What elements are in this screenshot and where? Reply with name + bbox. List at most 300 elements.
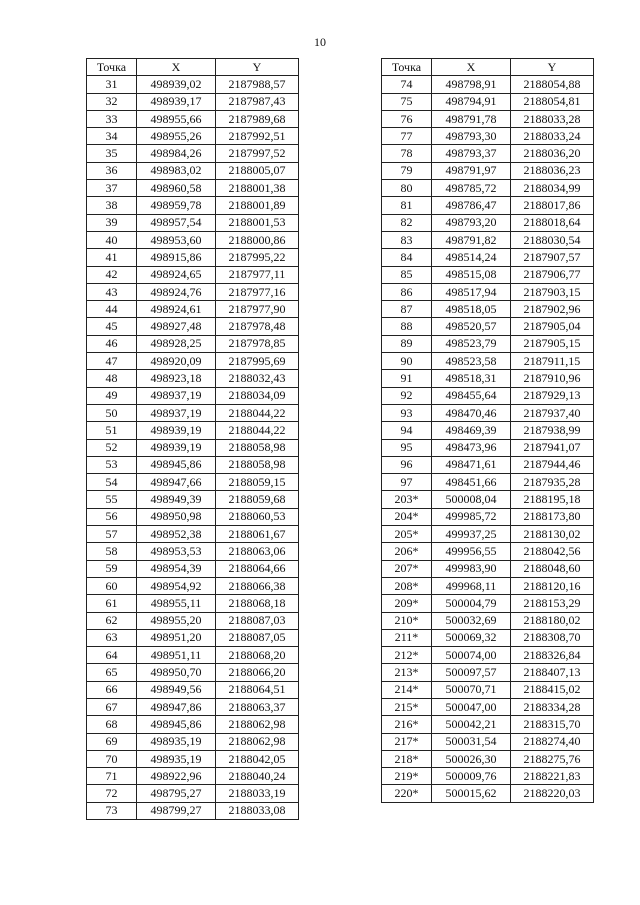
cell-point: 65 [87,664,137,681]
cell-point: 77 [382,128,432,145]
table-row [87,612,299,629]
cell-y: 2187903,15 [511,283,594,300]
cell-x: 500047,00 [432,698,511,715]
cell-y: 2188180,02 [511,612,594,629]
table-row [382,750,594,767]
table-row [87,647,299,664]
cell-x: 498955,66 [137,110,216,127]
cell-y: 2188058,98 [216,456,299,473]
table-row [382,577,594,594]
cell-y: 2188001,53 [216,214,299,231]
table-row [87,491,299,508]
cell-y: 2188032,43 [216,370,299,387]
cell-x: 498791,78 [432,110,511,127]
table-row [87,110,299,127]
cell-y: 2187935,28 [511,474,594,491]
table-row [87,629,299,646]
cell-point: 33 [87,110,137,127]
table-row [87,283,299,300]
cell-x: 498935,19 [137,750,216,767]
cell-point: 47 [87,353,137,370]
cell-y: 2188044,22 [216,404,299,421]
cell-point: 46 [87,335,137,352]
table-row [87,387,299,404]
cell-point: 67 [87,698,137,715]
table-row [87,214,299,231]
table-row [87,404,299,421]
cell-y: 2187941,07 [511,439,594,456]
cell-point: 79 [382,162,432,179]
cell-x: 498937,19 [137,387,216,404]
cell-point: 71 [87,768,137,785]
cell-x: 498920,09 [137,353,216,370]
table-row [87,733,299,750]
cell-x: 498515,08 [432,266,511,283]
table-row [382,543,594,560]
cell-y: 2188054,88 [511,76,594,93]
cell-point: 52 [87,439,137,456]
cell-y: 2187902,96 [511,301,594,318]
cell-y: 2188275,76 [511,750,594,767]
cell-x: 498928,25 [137,335,216,352]
cell-y: 2187977,16 [216,283,299,300]
cell-y: 2187989,68 [216,110,299,127]
cell-x: 498951,11 [137,647,216,664]
cell-x: 500009,76 [432,768,511,785]
table-row [382,197,594,214]
table-row [382,110,594,127]
cell-x: 498955,20 [137,612,216,629]
cell-point: 61 [87,595,137,612]
cell-point: 75 [382,93,432,110]
cell-point: 49 [87,387,137,404]
cell-y: 2188195,18 [511,491,594,508]
cell-y: 2188120,16 [511,577,594,594]
cell-x: 498514,24 [432,249,511,266]
cell-point: 94 [382,422,432,439]
cell-y: 2188153,29 [511,595,594,612]
table-row [382,231,594,248]
cell-y: 2188059,15 [216,474,299,491]
table-row [87,664,299,681]
cell-x: 498947,86 [137,698,216,715]
table-row [382,612,594,629]
header-y: Y [511,59,594,76]
cell-x: 498953,60 [137,231,216,248]
table-header [382,59,594,76]
cell-y: 2187978,85 [216,335,299,352]
table-row [382,647,594,664]
cell-x: 498793,30 [432,128,511,145]
table-header [87,59,299,76]
cell-x: 498959,78 [137,197,216,214]
table-row [87,249,299,266]
cell-point: 206* [382,543,432,560]
table-row [87,370,299,387]
table-row [87,595,299,612]
cell-x: 498939,19 [137,439,216,456]
cell-point: 35 [87,145,137,162]
table-row [87,577,299,594]
cell-y: 2188036,20 [511,145,594,162]
table-row [87,698,299,715]
cell-x: 498955,26 [137,128,216,145]
table-row [87,560,299,577]
cell-point: 45 [87,318,137,335]
cell-y: 2188036,23 [511,162,594,179]
cell-y: 2188326,84 [511,647,594,664]
cell-point: 84 [382,249,432,266]
cell-y: 2188068,20 [216,647,299,664]
table-row [87,681,299,698]
cell-y: 2188130,02 [511,526,594,543]
coordinates-table-right [381,58,594,803]
table-row [382,560,594,577]
header-x: X [137,59,216,76]
header-point: Точка [87,59,137,76]
cell-point: 72 [87,785,137,802]
table-body [382,76,594,802]
coordinates-table-left [86,58,299,820]
cell-x: 498520,57 [432,318,511,335]
table-row [87,474,299,491]
cell-y: 2188018,64 [511,214,594,231]
cell-x: 499968,11 [432,577,511,594]
cell-x: 500069,32 [432,629,511,646]
cell-point: 66 [87,681,137,698]
cell-y: 2188033,24 [511,128,594,145]
cell-y: 2187906,77 [511,266,594,283]
cell-x: 498795,27 [137,785,216,802]
cell-x: 498451,66 [432,474,511,491]
cell-y: 2187907,57 [511,249,594,266]
cell-x: 498518,05 [432,301,511,318]
cell-point: 212* [382,647,432,664]
table-row [87,750,299,767]
cell-y: 2187910,96 [511,370,594,387]
table-row [87,162,299,179]
cell-y: 2188033,19 [216,785,299,802]
cell-x: 498523,79 [432,335,511,352]
cell-y: 2187995,22 [216,249,299,266]
cell-x: 498954,39 [137,560,216,577]
table-row [382,353,594,370]
table-row [382,474,594,491]
table-row [382,768,594,785]
table-row [87,768,299,785]
cell-y: 2188001,89 [216,197,299,214]
table-row [382,595,594,612]
cell-point: 64 [87,647,137,664]
table-row [382,526,594,543]
table-row [87,197,299,214]
table-row [87,301,299,318]
cell-x: 498469,39 [432,422,511,439]
cell-x: 500032,69 [432,612,511,629]
cell-x: 498935,19 [137,733,216,750]
cell-point: 219* [382,768,432,785]
table-row [382,698,594,715]
cell-point: 205* [382,526,432,543]
table-row [382,439,594,456]
cell-point: 203* [382,491,432,508]
cell-x: 498799,27 [137,802,216,819]
cell-x: 498523,58 [432,353,511,370]
cell-point: 57 [87,526,137,543]
cell-y: 2188068,18 [216,595,299,612]
cell-point: 83 [382,231,432,248]
cell-x: 500042,21 [432,716,511,733]
cell-y: 2188048,60 [511,560,594,577]
table-row [87,543,299,560]
cell-x: 498983,02 [137,162,216,179]
cell-x: 498915,86 [137,249,216,266]
cell-y: 2188415,02 [511,681,594,698]
cell-y: 2187992,51 [216,128,299,145]
cell-y: 2187988,57 [216,76,299,93]
table-row [382,404,594,421]
cell-point: 54 [87,474,137,491]
cell-point: 210* [382,612,432,629]
header-row [87,59,299,76]
table-row [382,785,594,802]
cell-y: 2187977,11 [216,266,299,283]
cell-point: 81 [382,197,432,214]
cell-y: 2188087,05 [216,629,299,646]
cell-point: 207* [382,560,432,577]
table-body [87,76,299,820]
header-point: Точка [382,59,432,76]
table-row [382,266,594,283]
cell-x: 498793,37 [432,145,511,162]
table-row [87,526,299,543]
table-row [382,456,594,473]
cell-point: 36 [87,162,137,179]
cell-x: 500031,54 [432,733,511,750]
cell-point: 204* [382,508,432,525]
cell-y: 2187905,04 [511,318,594,335]
cell-y: 2188042,56 [511,543,594,560]
cell-point: 218* [382,750,432,767]
cell-x: 498984,26 [137,145,216,162]
cell-x: 498953,53 [137,543,216,560]
cell-point: 90 [382,353,432,370]
cell-point: 59 [87,560,137,577]
table-row [87,439,299,456]
cell-y: 2188064,66 [216,560,299,577]
cell-x: 500097,57 [432,664,511,681]
cell-y: 2187911,15 [511,353,594,370]
cell-point: 96 [382,456,432,473]
cell-y: 2188062,98 [216,733,299,750]
cell-point: 97 [382,474,432,491]
header-y: Y [216,59,299,76]
cell-point: 55 [87,491,137,508]
cell-point: 48 [87,370,137,387]
cell-x: 498960,58 [137,180,216,197]
cell-point: 62 [87,612,137,629]
table-row [87,802,299,819]
cell-y: 2188274,40 [511,733,594,750]
cell-x: 498924,65 [137,266,216,283]
cell-x: 498922,96 [137,768,216,785]
table-row [382,180,594,197]
cell-point: 42 [87,266,137,283]
table-row [382,508,594,525]
cell-point: 91 [382,370,432,387]
cell-x: 498517,94 [432,283,511,300]
cell-point: 60 [87,577,137,594]
cell-x: 498923,18 [137,370,216,387]
cell-point: 82 [382,214,432,231]
cell-point: 38 [87,197,137,214]
table-row [87,422,299,439]
cell-y: 2188060,53 [216,508,299,525]
table-row [87,318,299,335]
cell-x: 498954,92 [137,577,216,594]
cell-point: 220* [382,785,432,802]
cell-point: 209* [382,595,432,612]
cell-x: 498945,86 [137,716,216,733]
cell-y: 2188030,54 [511,231,594,248]
cell-x: 498949,56 [137,681,216,698]
cell-point: 56 [87,508,137,525]
cell-point: 76 [382,110,432,127]
cell-point: 51 [87,422,137,439]
table-row [382,283,594,300]
cell-x: 498947,66 [137,474,216,491]
cell-point: 88 [382,318,432,335]
cell-point: 74 [382,76,432,93]
cell-y: 2188063,37 [216,698,299,715]
cell-y: 2188005,07 [216,162,299,179]
cell-point: 40 [87,231,137,248]
cell-x: 498791,97 [432,162,511,179]
table-row [87,508,299,525]
cell-y: 2188034,09 [216,387,299,404]
cell-y: 2187995,69 [216,353,299,370]
cell-point: 37 [87,180,137,197]
cell-point: 41 [87,249,137,266]
cell-y: 2188221,83 [511,768,594,785]
cell-point: 58 [87,543,137,560]
cell-x: 498793,20 [432,214,511,231]
cell-x: 498957,54 [137,214,216,231]
cell-y: 2188063,06 [216,543,299,560]
cell-x: 500004,79 [432,595,511,612]
cell-point: 39 [87,214,137,231]
table-row [382,249,594,266]
table-row [382,214,594,231]
table-row [87,456,299,473]
cell-x: 499956,55 [432,543,511,560]
table-row [87,128,299,145]
cell-y: 2188315,70 [511,716,594,733]
cell-y: 2187987,43 [216,93,299,110]
cell-y: 2188054,81 [511,93,594,110]
cell-y: 2187929,13 [511,387,594,404]
cell-point: 63 [87,629,137,646]
cell-x: 498945,86 [137,456,216,473]
cell-y: 2188000,86 [216,231,299,248]
cell-y: 2188033,08 [216,802,299,819]
cell-y: 2188220,03 [511,785,594,802]
cell-x: 498951,20 [137,629,216,646]
cell-x: 498791,82 [432,231,511,248]
cell-point: 78 [382,145,432,162]
table-row [382,128,594,145]
cell-point: 87 [382,301,432,318]
cell-point: 217* [382,733,432,750]
cell-x: 498939,19 [137,422,216,439]
cell-x: 498939,02 [137,76,216,93]
cell-y: 2188033,28 [511,110,594,127]
cell-y: 2188064,51 [216,681,299,698]
cell-x: 498455,64 [432,387,511,404]
table-row [87,353,299,370]
cell-y: 2188066,38 [216,577,299,594]
header-row [382,59,594,76]
cell-x: 498785,72 [432,180,511,197]
table-row [87,180,299,197]
cell-y: 2188044,22 [216,422,299,439]
table-row [382,716,594,733]
table-row [87,145,299,162]
table-row [382,335,594,352]
table-row [382,301,594,318]
header-x: X [432,59,511,76]
cell-y: 2188061,67 [216,526,299,543]
cell-x: 500008,04 [432,491,511,508]
cell-x: 498518,31 [432,370,511,387]
cell-x: 498939,17 [137,93,216,110]
table-row [87,93,299,110]
cell-point: 208* [382,577,432,594]
cell-x: 498955,11 [137,595,216,612]
cell-x: 500026,30 [432,750,511,767]
cell-y: 2188407,13 [511,664,594,681]
cell-y: 2188001,38 [216,180,299,197]
cell-x: 499937,25 [432,526,511,543]
table-row [382,629,594,646]
cell-x: 499983,90 [432,560,511,577]
cell-point: 211* [382,629,432,646]
cell-y: 2188040,24 [216,768,299,785]
cell-x: 498471,61 [432,456,511,473]
cell-y: 2187977,90 [216,301,299,318]
cell-x: 498924,61 [137,301,216,318]
cell-y: 2188087,03 [216,612,299,629]
cell-x: 498949,39 [137,491,216,508]
cell-y: 2188308,70 [511,629,594,646]
cell-y: 2187905,15 [511,335,594,352]
table-row [87,785,299,802]
cell-point: 68 [87,716,137,733]
cell-x: 498786,47 [432,197,511,214]
cell-y: 2187997,52 [216,145,299,162]
cell-x: 500015,62 [432,785,511,802]
cell-x: 498924,76 [137,283,216,300]
cell-point: 31 [87,76,137,93]
cell-y: 2188066,20 [216,664,299,681]
cell-y: 2188058,98 [216,439,299,456]
cell-x: 498952,38 [137,526,216,543]
table-row [382,387,594,404]
table-row [382,76,594,93]
cell-point: 34 [87,128,137,145]
cell-point: 70 [87,750,137,767]
cell-point: 80 [382,180,432,197]
